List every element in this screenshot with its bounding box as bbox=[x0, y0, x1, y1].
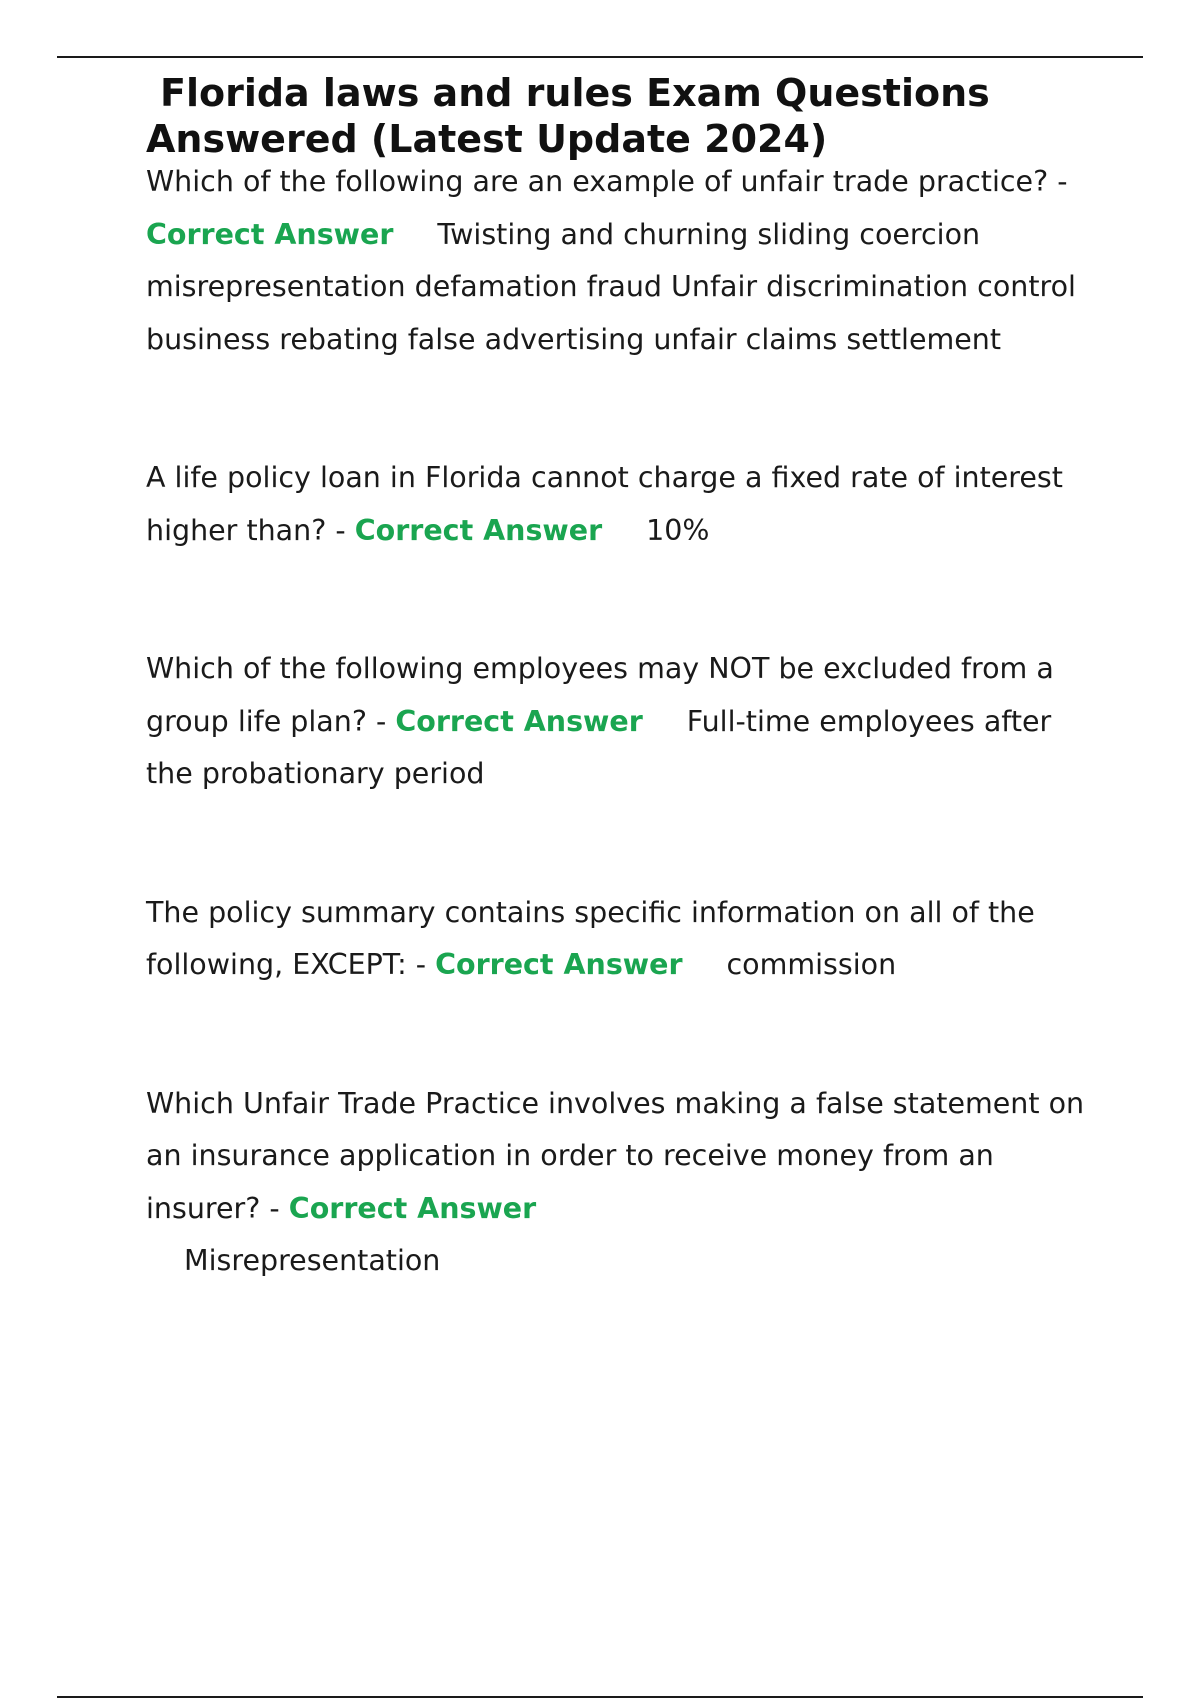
answer-text: Twisting and churning sliding coercion misrepresentation defamation fraud Unfair discrimination control business rebating false advertising unfair claims settlement bbox=[146, 217, 1076, 356]
qa-item-2 bbox=[146, 452, 1106, 557]
answer-text: Misrepresentation bbox=[184, 1244, 441, 1277]
correct-answer-label: Correct Answer bbox=[395, 704, 643, 738]
correct-answer-label: Correct Answer bbox=[146, 217, 394, 251]
question-text: A life policy loan in Florida cannot charge a fixed rate of interest higher than? bbox=[146, 461, 1063, 547]
qa-item-4 bbox=[146, 887, 1106, 992]
answer-text: Full-time employees after the probationary period bbox=[146, 704, 1052, 790]
document-body bbox=[146, 70, 1106, 1288]
separator: - bbox=[366, 704, 396, 738]
page-title: Florida laws and rules Exam Questions Answered (Latest Update 2024) bbox=[146, 71, 990, 161]
separator: - bbox=[1048, 165, 1068, 198]
qa-item-5 bbox=[146, 1078, 1106, 1288]
question-text: Which of the following employees may NOT be excluded from a group life plan? bbox=[146, 652, 1054, 738]
qa-item-1 bbox=[146, 156, 1106, 366]
correct-answer-label: Correct Answer bbox=[288, 1191, 537, 1225]
question-text: The policy summary contains specific information on all of the following, EXCEPT: bbox=[146, 895, 1035, 981]
answer-text: 10% bbox=[646, 513, 710, 547]
answer-text: commission bbox=[726, 948, 897, 981]
separator: - bbox=[406, 948, 436, 981]
correct-answer-label: Correct Answer bbox=[435, 948, 683, 981]
question-text: Which Unfair Trade Practice involves making a false statement on an insurance application in order to receive money from an insurer? bbox=[146, 1086, 1085, 1225]
bottom-rule bbox=[57, 1696, 1143, 1698]
question-text: Which of the following are an example of unfair trade practice? bbox=[146, 165, 1049, 198]
correct-answer-label: Correct Answer bbox=[354, 513, 603, 547]
separator: - bbox=[326, 513, 355, 547]
top-rule bbox=[57, 56, 1143, 58]
separator: - bbox=[260, 1191, 289, 1225]
qa-item-3 bbox=[146, 643, 1106, 801]
